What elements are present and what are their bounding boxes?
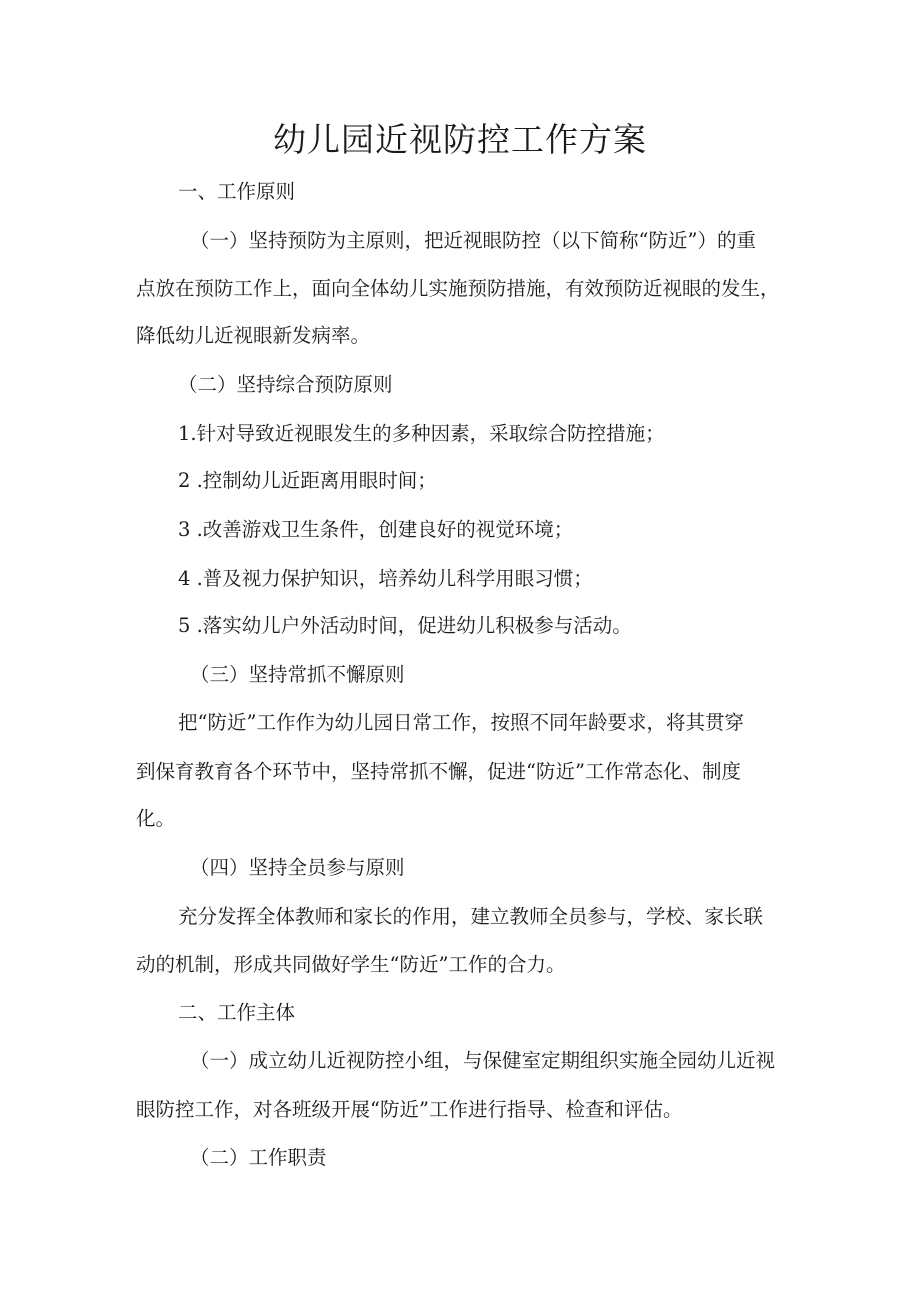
list-item: 4 .普及视力保护知识，培养幼儿科学用眼习惯； (178, 567, 593, 590)
paragraph-line: 把“防近”工作作为幼儿园日常工作，按照不同年龄要求，将其贯穿 (178, 711, 744, 734)
document-title: 幼儿园近视防控工作方案 (273, 120, 647, 159)
paragraph-line: 降低幼儿近视眼新发病率。 (136, 324, 371, 347)
list-item: 3 .改善游戏卫生条件，创建良好的视觉环境； (178, 518, 574, 541)
paragraph-line: （一）成立幼儿近视防控小组，与保健室定期组织实施全园幼儿近视 (190, 1049, 776, 1072)
paragraph-line: 化。 (136, 807, 176, 830)
subsection-heading: （二）工作职责 (190, 1146, 327, 1169)
section-heading-subject: 二、工作主体 (178, 1001, 296, 1024)
paragraph-line: 充分发挥全体教师和家长的作用，建立教师全员参与，学校、家长联 (178, 905, 764, 928)
list-item: 2 .控制幼儿近距离用眼时间； (178, 469, 437, 492)
paragraph-line: 动的机制，形成共同做好学生“防近”工作的合力。 (136, 953, 566, 976)
list-item: 5 .落实幼儿户外活动时间，促进幼儿积极参与活动。 (178, 614, 632, 637)
subsection-heading: （四）坚持全员参与原则 (190, 856, 405, 879)
paragraph-line: 点放在预防工作上，面向全体幼儿实施预防措施，有效预防近视眼的发生， (136, 277, 780, 300)
subsection-heading: （二）坚持综合预防原则 (178, 373, 393, 396)
list-item: 1.针对导致近视眼发生的多种因素，采取综合防控措施； (178, 422, 665, 445)
paragraph-line: 到保育教育各个环节中，坚持常抓不懈，促进“防近”工作常态化、制度 (136, 760, 741, 783)
paragraph-line: 眼防控工作，对各班级开展“防近”工作进行指导、检查和评估。 (136, 1098, 683, 1121)
paragraph-line: （一）坚持预防为主原则，把近视眼防控（以下简称“防近”）的重 (190, 229, 756, 252)
subsection-heading: （三）坚持常抓不懈原则 (190, 663, 405, 686)
section-heading-principles: 一、工作原则 (178, 180, 296, 203)
